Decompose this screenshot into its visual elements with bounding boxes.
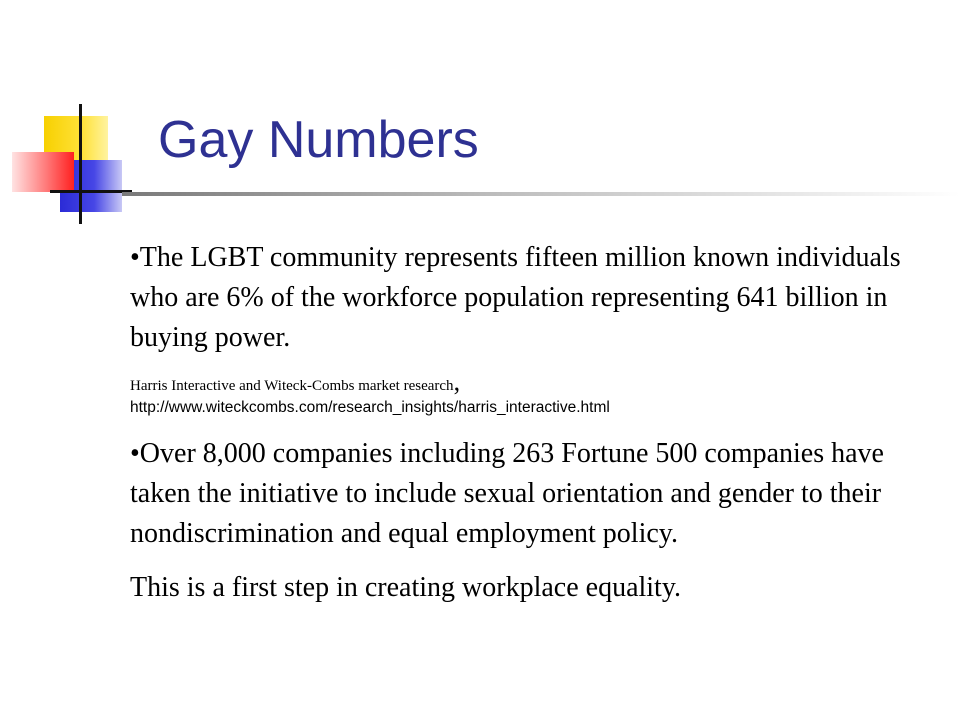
source-citation: [130, 367, 940, 420]
logo-red-square: [12, 152, 74, 192]
slide-title: Gay Numbers: [158, 111, 479, 169]
logo-horizontal-line: [50, 190, 132, 193]
logo-vertical-line: [79, 104, 82, 224]
corner-logo-icon: [0, 0, 140, 230]
bullet-workforce: •The LGBT community represents fifteen million known individuals who are 6% of the workforce population representing 641 billion in buying power.: [130, 242, 901, 353]
closing-statement: This is a first step in creating workplace equality.: [130, 572, 682, 603]
bullet-companies: •Over 8,000 companies including 263 Fortune 500 companies have taken the initiative to include sexual orientation and gender to their nondiscrimination and equal employment policy.: [130, 438, 884, 549]
source-comma: ,: [453, 367, 461, 396]
title-divider: [122, 192, 960, 196]
source-text: Harris Interactive and Witeck-Combs market research: [130, 378, 454, 394]
source-url-link[interactable]: http://www.witeckcombs.com/research_insights/harris_interactive.html: [130, 399, 610, 416]
slide-body: [130, 238, 940, 608]
